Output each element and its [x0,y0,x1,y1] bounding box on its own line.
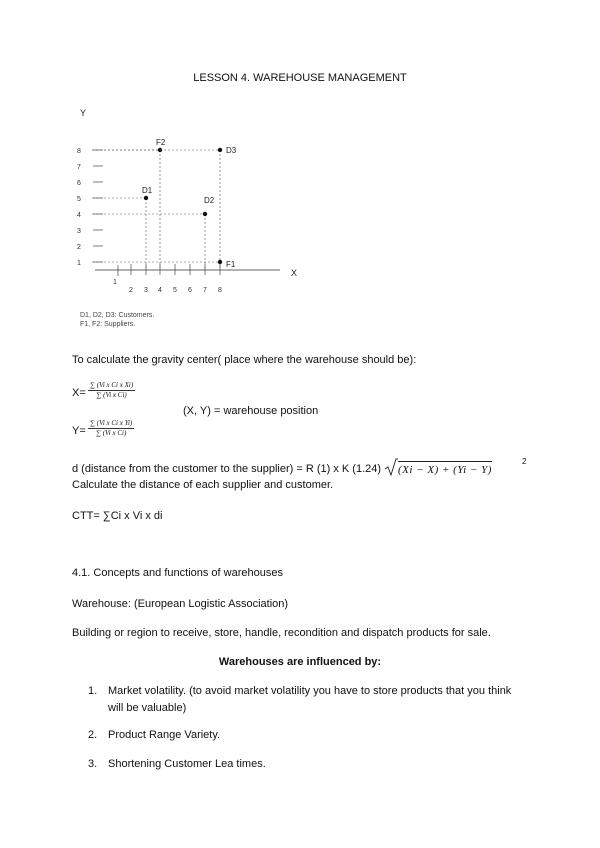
list-item-text: Market volatility. (to avoid market volatility you have to store products that you think will be valuable) [108,685,512,714]
y-tick-label: 4 [77,212,81,219]
page-title: LESSON 4. WAREHOUSE MANAGEMENT [193,72,407,84]
point-label: D1 [142,186,153,195]
point-label: F2 [156,138,166,147]
point-label: D2 [204,196,215,205]
warehouse-description: Building or region to receive, store, handle, recondition and dispatch products for sale. [72,627,491,639]
y-tick-label: 8 [77,148,81,155]
formula-x-prefix: X= [72,387,86,399]
distance-formula-text: d (distance from the customer to the supplier) = R (1) x K (1.24) [72,463,382,475]
x-tick-label: 1 [113,279,117,286]
distance-instruction: Calculate the distance of each supplier and customer. [72,479,334,491]
intro-text: To calculate the gravity center( place where the warehouse should be): [72,354,417,366]
list-item-number: 3. [88,758,98,770]
y-tick-label: 2 [77,244,81,251]
influenced-heading: Warehouses are influenced by: [218,656,382,668]
distance-radicand: (Xi − X) + (Yi − Y) [398,461,492,476]
ctt-formula: CTT= ∑Ci x Vi x di [72,510,163,522]
warehouse-position-note: (X, Y) = warehouse position [183,405,319,417]
formula-x-numerator: ∑ (Vi x Ci x Xi) [90,381,134,389]
formula-y-fraction [88,419,134,438]
point-label: F1 [226,260,236,269]
point-d2 [203,212,207,216]
y-tick-label: 7 [77,164,81,171]
diagram-legend-suppliers: F1, F2: Suppliers. [80,321,136,328]
formula-y-denominator: ∑ (Vi x Ci) [95,429,127,437]
point-label: D3 [226,146,237,155]
warehouse-definition: Warehouse: (European Logistic Association) [72,598,289,610]
sqrt-symbol [384,457,398,477]
y-tick-label: 1 [77,260,81,267]
formula-x-denominator: ∑ (Vi x Ci) [96,391,127,399]
point-d1 [144,196,148,200]
list-item-text: Product Range Variety. [108,729,221,741]
x-tick-label: 7 [203,287,207,294]
distance-exponent: 2 [522,457,527,466]
x-tick-label: 3 [144,287,148,294]
x-tick-label: 5 [173,287,177,294]
y-tick-label: 6 [77,180,81,187]
y-axis-label: Y [80,108,87,118]
formula-x-fraction [88,381,135,400]
point-d3 [218,148,222,152]
section-heading: 4.1. Concepts and functions of warehouses [72,567,283,579]
formula-y-numerator: ∑ (Vi x Ci x Yi) [90,419,133,427]
formula-y-prefix: Y= [72,425,86,437]
x-axis-label: X [291,268,298,278]
x-tick-label: 4 [158,287,162,294]
point-f1 [218,260,222,264]
list-item-number: 2. [88,729,98,741]
list-item-text: Shortening Customer Lea times. [108,758,266,770]
x-tick-label: 6 [188,287,192,294]
x-tick-label: 2 [129,287,133,294]
diagram-canvas [0,0,600,340]
list-item-number: 1. [88,685,98,697]
y-tick-label: 3 [77,228,81,235]
x-tick-label: 8 [218,287,222,294]
diagram-legend-customers: D1, D2, D3: Customers. [80,312,155,319]
y-tick-label: 5 [77,196,81,203]
